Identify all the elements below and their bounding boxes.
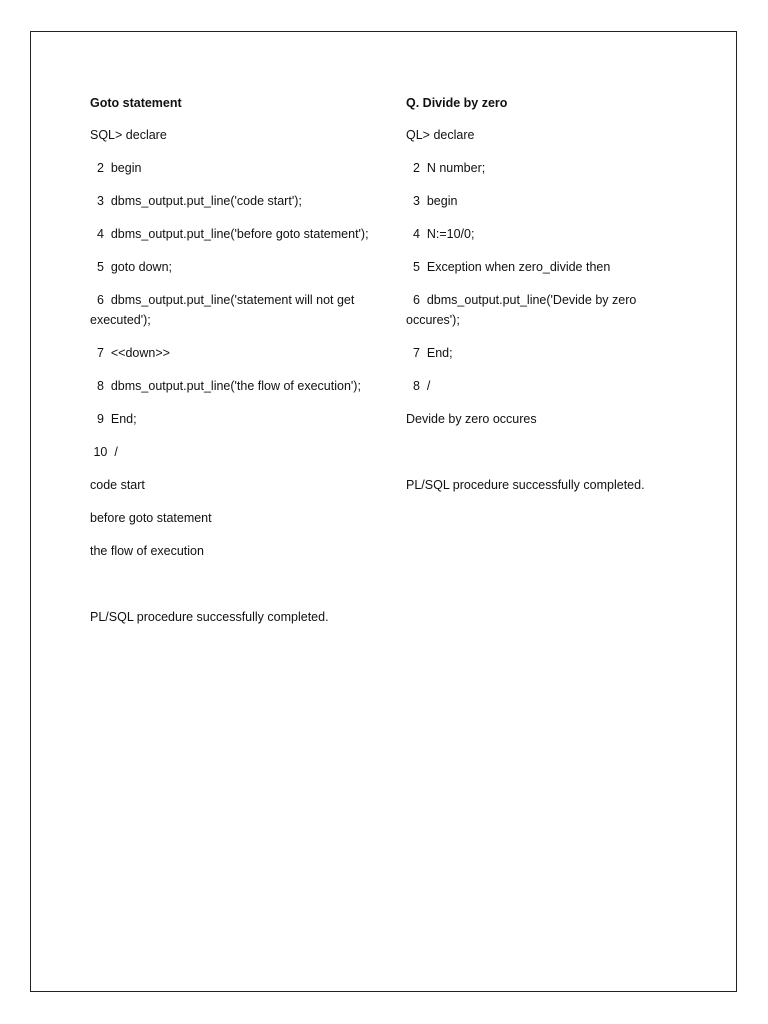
blank-line xyxy=(90,574,370,594)
code-line: 7 <<down>> xyxy=(90,346,170,360)
output-line: Devide by zero occures xyxy=(406,412,537,426)
output-line: before goto statement xyxy=(90,511,212,525)
code-line: 5 goto down; xyxy=(90,260,173,274)
code-line: 2 N number; xyxy=(406,161,486,175)
code-line: 4 dbms_output.put_line('before goto statement'); xyxy=(90,227,369,241)
code-line: 5 Exception when zero_divide then xyxy=(406,260,611,274)
code-line: SQL> declare xyxy=(90,128,167,142)
goto-statement-section xyxy=(90,93,370,640)
output-line: code start xyxy=(90,478,145,492)
blank-line xyxy=(406,442,656,462)
code-line: 10 / xyxy=(90,445,118,459)
code-line: 2 begin xyxy=(90,161,142,175)
code-line: 6 dbms_output.put_line('statement will not get executed'); xyxy=(90,293,358,327)
code-line: QL> declare xyxy=(406,128,475,142)
code-line: 3 dbms_output.put_line('code start'); xyxy=(90,194,302,208)
code-line: 4 N:=10/0; xyxy=(406,227,475,241)
completion-message: PL/SQL procedure successfully completed. xyxy=(90,610,329,624)
code-line: 6 dbms_output.put_line('Devide by zero occures'); xyxy=(406,293,640,327)
code-line: 3 begin xyxy=(406,194,458,208)
code-line: 8 dbms_output.put_line('the flow of execution'); xyxy=(90,379,361,393)
divide-by-zero-section xyxy=(406,93,656,508)
code-line: 9 End; xyxy=(90,412,137,426)
section-heading: Goto statement xyxy=(90,96,182,110)
section-heading: Q. Divide by zero xyxy=(406,96,508,110)
code-line: 8 / xyxy=(406,379,431,393)
output-line: the flow of execution xyxy=(90,544,204,558)
code-line: 7 End; xyxy=(406,346,453,360)
completion-message: PL/SQL procedure successfully completed. xyxy=(406,478,645,492)
